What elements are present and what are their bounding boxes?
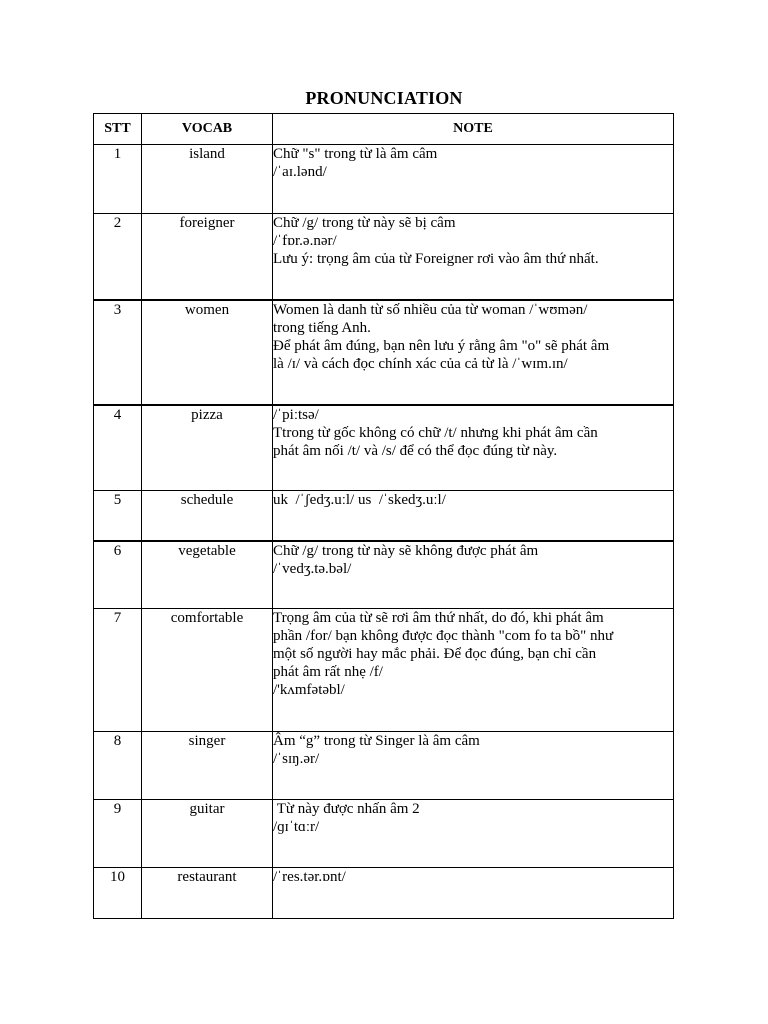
note-line: Ttrong từ gốc không có chữ /t/ nhưng khi phát âm cần bbox=[273, 424, 598, 441]
row-number: 2 bbox=[94, 214, 142, 300]
note-line: uk /ˈʃedʒ.uːl/ us /ˈskedʒ.uːl/ bbox=[273, 492, 446, 508]
note-cell bbox=[273, 609, 674, 732]
note-line: /ˈres.tər.ɒnt/ bbox=[273, 869, 346, 885]
header-stt: STT bbox=[94, 114, 142, 145]
vocab-table bbox=[93, 113, 674, 919]
note-cell bbox=[273, 145, 674, 214]
vocab-word: pizza bbox=[142, 405, 273, 491]
row-number: 10 bbox=[94, 868, 142, 919]
note-line: Để phát âm đúng, bạn nên lưu ý rằng âm "o" sẽ phát âm bbox=[273, 337, 610, 354]
note-line: Women là danh từ số nhiều của từ woman /ˈwʊmən/ bbox=[273, 301, 588, 318]
row-number: 6 bbox=[94, 541, 142, 609]
note-cell bbox=[273, 491, 674, 541]
note-line: /ˈfɒr.ə.nər/ bbox=[273, 233, 337, 249]
vocab-word: foreigner bbox=[142, 214, 273, 300]
note-line: Âm “g” trong từ Singer là âm câm bbox=[273, 733, 480, 749]
note-line: /'kʌmfətəbl/ bbox=[273, 682, 345, 698]
note-line: /ˈsɪŋ.ər/ bbox=[273, 751, 320, 767]
note-cell bbox=[273, 541, 674, 609]
note-cell bbox=[273, 800, 674, 868]
header-note: NOTE bbox=[273, 114, 674, 145]
row-number: 8 bbox=[94, 732, 142, 800]
note-line: /ˈpiːtsə/ bbox=[273, 406, 319, 423]
table-row bbox=[94, 405, 674, 491]
table-row bbox=[94, 732, 674, 800]
table-row bbox=[94, 609, 674, 732]
vocab-word: women bbox=[142, 300, 273, 405]
row-number: 7 bbox=[94, 609, 142, 732]
note-cell bbox=[273, 300, 674, 405]
note-line: Lưu ý: trọng âm của từ Foreigner rơi vào âm thứ nhất. bbox=[273, 251, 599, 267]
row-number: 3 bbox=[94, 300, 142, 405]
table-row bbox=[94, 541, 674, 609]
table-header-row bbox=[94, 114, 674, 145]
note-line: Chữ "s" trong từ là âm câm bbox=[273, 146, 438, 162]
vocab-word: comfortable bbox=[142, 609, 273, 732]
note-line: là /ɪ/ và cách đọc chính xác của cả từ là /ˈwɪm.ɪn/ bbox=[273, 355, 568, 372]
table-row bbox=[94, 491, 674, 541]
table-row bbox=[94, 300, 674, 405]
note-cell bbox=[273, 732, 674, 800]
note-line: trong tiếng Anh. bbox=[273, 319, 371, 336]
vocab-word: island bbox=[142, 145, 273, 214]
vocab-word: guitar bbox=[142, 800, 273, 868]
table-row bbox=[94, 214, 674, 300]
note-cell bbox=[273, 405, 674, 491]
note-line: /ˈvedʒ.tə.bəl/ bbox=[273, 560, 352, 577]
note-line: Chữ /g/ trong từ này sẽ bị câm bbox=[273, 215, 456, 231]
row-number: 5 bbox=[94, 491, 142, 541]
table-row bbox=[94, 800, 674, 868]
note-line: phần /for/ bạn không được đọc thành "com fo ta bồ" như bbox=[273, 628, 614, 644]
note-cell bbox=[273, 868, 674, 919]
note-cell bbox=[273, 214, 674, 300]
vocab-word: restaurant bbox=[142, 868, 273, 919]
note-line: một số người hay mắc phải. Để đọc đúng, bạn chỉ cần bbox=[273, 646, 597, 662]
note-line: /ˈaɪ.lənd/ bbox=[273, 164, 327, 180]
vocab-word: vegetable bbox=[142, 541, 273, 609]
note-line: Trọng âm của từ sẽ rơi âm thứ nhất, do đó, khi phát âm bbox=[273, 610, 604, 626]
note-line: Từ này được nhấn âm 2 bbox=[273, 801, 420, 817]
vocab-word: schedule bbox=[142, 491, 273, 541]
note-line: Chữ /g/ trong từ này sẽ không được phát âm bbox=[273, 542, 539, 559]
table-row bbox=[94, 868, 674, 919]
note-line: phát âm nối /t/ và /s/ để có thể đọc đúng từ này. bbox=[273, 442, 558, 459]
vocab-word: singer bbox=[142, 732, 273, 800]
note-line: phát âm rất nhẹ /f/ bbox=[273, 664, 383, 680]
row-number: 1 bbox=[94, 145, 142, 214]
row-number: 9 bbox=[94, 800, 142, 868]
row-number: 4 bbox=[94, 405, 142, 491]
note-line: /ɡɪˈtɑːr/ bbox=[273, 819, 320, 835]
page-title: PRONUNCIATION bbox=[305, 88, 463, 108]
header-vocab: VOCAB bbox=[142, 114, 273, 145]
table-row bbox=[94, 145, 674, 214]
